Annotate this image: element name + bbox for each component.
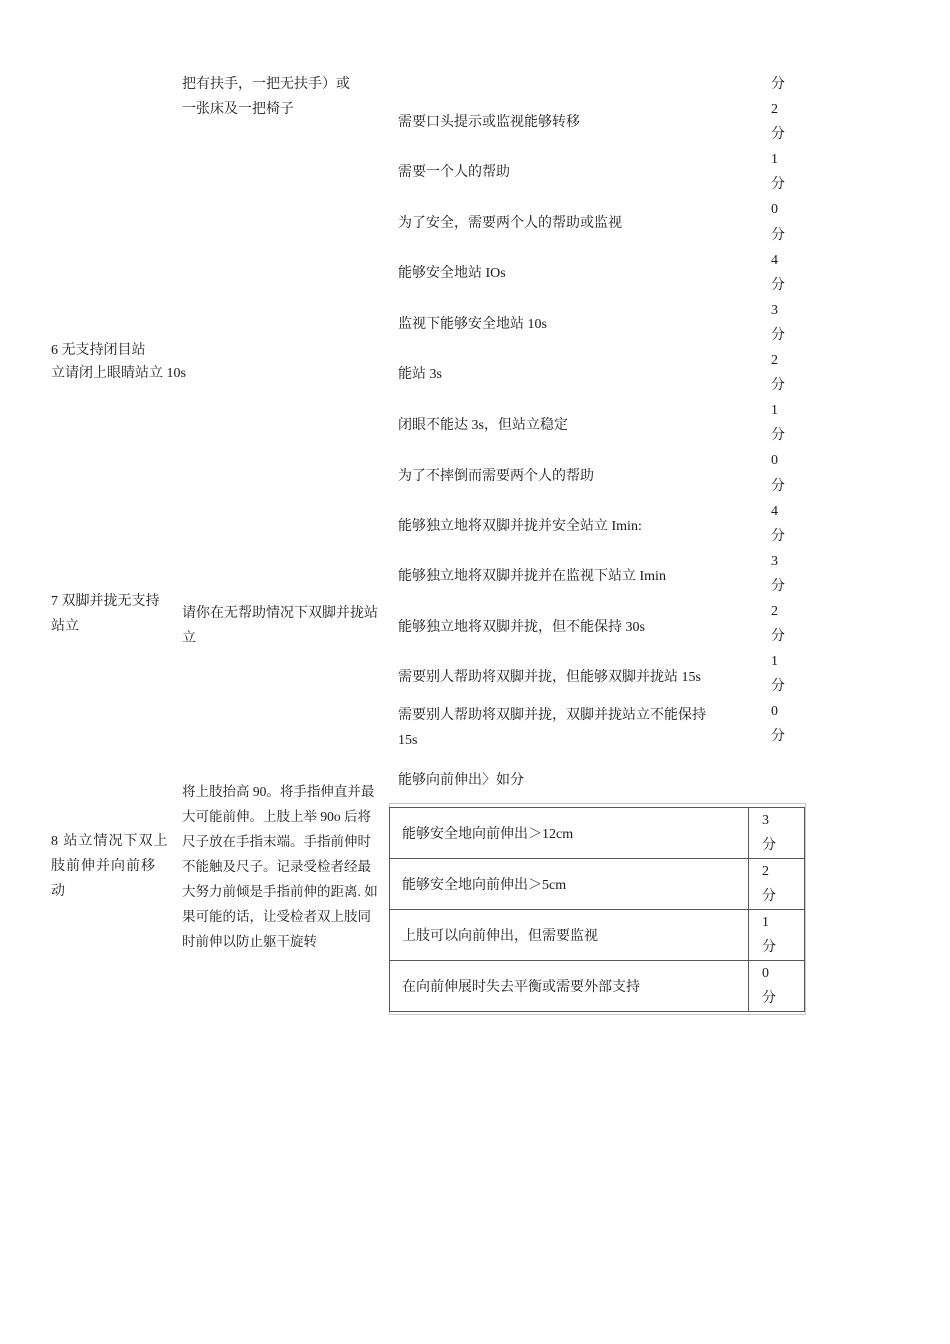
score-value: 1: [762, 915, 769, 930]
item6-instruction: 立请闭上眼睛站立 10s: [51, 366, 186, 381]
points-entry: 1: [771, 152, 778, 168]
table-row: [390, 910, 805, 961]
item8-title-line: 动: [51, 884, 66, 899]
table-cell-description: 能够安全地向前伸出＞5cm: [390, 859, 749, 910]
item7-title: [51, 589, 160, 639]
table-cell-description: 上肢可以向前伸出，但需要监视: [390, 910, 749, 961]
points-entry: 分: [771, 127, 785, 143]
item8-title-line: 8 站立情况下双上: [51, 834, 169, 849]
points-entry: 1: [771, 403, 778, 419]
points-entry: 分: [771, 729, 785, 745]
option-text: 为了不摔倒而需要两个人的帮助: [398, 469, 594, 484]
score-table: [389, 807, 805, 1012]
points-entry: 分: [771, 327, 785, 343]
option-text: 闭眼不能达 3s，但站立稳定: [398, 418, 568, 433]
points-entry: 4: [771, 503, 778, 519]
item8-instruction-line: 尺子放在手指末端。手指前伸时: [182, 834, 371, 849]
item7-title-line: 站立: [51, 619, 79, 634]
points-entry: 分: [771, 378, 785, 394]
option-text: 能够安全地站 IOs: [398, 266, 506, 281]
table-cell-score: [749, 859, 805, 910]
points-entry: 0: [771, 202, 778, 218]
points-entry: 0: [771, 453, 778, 469]
points-entry: 4: [771, 252, 778, 268]
points-entry: 分: [771, 629, 785, 645]
points-entry: 1: [771, 654, 778, 670]
option-text: 能够独立地将双脚并拢并在监视下站立 Imin: [398, 569, 666, 584]
item6-title: 6 无支持闭目站: [51, 343, 146, 358]
item8-title: [51, 829, 169, 904]
top-instruction-line: 把有扶手，一把无扶手）或: [182, 77, 350, 92]
table-cell-score: [749, 910, 805, 961]
table-cell-score: [749, 808, 805, 859]
item8-instruction-line: 将上肢抬高 90。将手指伸直并最: [182, 784, 375, 799]
option-text: 能够独立地将双脚并拢并安全站立 Imin:: [398, 519, 642, 534]
points-entry: 0: [771, 704, 778, 720]
points-entry: 分: [771, 528, 785, 544]
score-value: 3: [762, 813, 769, 828]
item8-instruction-line: 时前伸以防止躯干旋转: [182, 934, 317, 949]
item7-instruction: [182, 601, 378, 651]
points-entry: 分: [771, 478, 785, 494]
option-text: 能站 3s: [398, 367, 442, 382]
item8-instruction-line: 大可能前伸。上肢上举 90o 后将: [182, 809, 371, 824]
top-instruction-line: 一张床及一把椅子: [182, 102, 294, 117]
points-entry: 2: [771, 603, 778, 619]
option-line: 需要别人帮助将双脚并拢，双脚并拢站立不能保持: [398, 708, 706, 723]
item8-instruction-line: 不能触及尺子。记录受检者经最: [182, 859, 371, 874]
item8-title-line: 肢前伸并向前移: [51, 859, 156, 874]
points-entry: 分: [771, 277, 785, 293]
score-unit: 分: [762, 889, 776, 904]
table-row: [390, 808, 805, 859]
table-row: [390, 961, 805, 1012]
table-cell-score: [749, 961, 805, 1012]
item8-instruction: [182, 779, 378, 954]
option-text: 需要口头提示或监视能够转移: [398, 115, 580, 130]
score-unit: 分: [762, 991, 776, 1006]
option-text-multiline: [398, 703, 706, 753]
score-unit: 分: [762, 940, 776, 955]
points-entry: 分: [771, 679, 785, 695]
item7-instruction-line: 立: [182, 631, 196, 646]
table-row: [390, 859, 805, 910]
option-text: 需要别人帮助将双脚并拢，但能够双脚并拢站 15s: [398, 670, 701, 685]
top-instruction: [182, 72, 350, 122]
points-entry: 2: [771, 102, 778, 118]
score-unit: 分: [762, 838, 776, 853]
item8-lead-text: 能够向前伸出〉如分: [398, 773, 524, 788]
item8-instruction-line: 大努力前倾是手指前伸的距离. 如: [182, 884, 378, 899]
item7-instruction-line: 请你在无帮助情况下双脚并拢站: [182, 606, 378, 621]
option-line: 15s: [398, 733, 418, 748]
points-column: [771, 72, 791, 750]
points-entry: 2: [771, 353, 778, 369]
item8-instruction-line: 果可能的话，让受检者双上肢同: [182, 909, 371, 924]
points-entry: 分: [771, 77, 785, 92]
item7-title-line: 7 双脚并拢无支持: [51, 594, 160, 609]
points-entry: 3: [771, 302, 778, 318]
points-entry: 分: [771, 227, 785, 243]
table-cell-description: 能够安全地向前伸出＞12cm: [390, 808, 749, 859]
score-value: 0: [762, 966, 769, 981]
points-entry: 分: [771, 578, 785, 594]
option-text: 需要一个人的帮助: [398, 165, 510, 180]
option-text: 能够独立地将双脚并拢，但不能保持 30s: [398, 620, 645, 635]
score-value: 2: [762, 864, 769, 879]
option-text: 为了安全，需要两个人的帮助或监视: [398, 216, 622, 231]
points-entry: 分: [771, 177, 785, 193]
option-text: 监视下能够安全地站 10s: [398, 317, 547, 332]
points-entry: 分: [771, 428, 785, 444]
table-cell-description: 在向前伸展时失去平衡或需要外部支持: [390, 961, 749, 1012]
points-entry: 3: [771, 553, 778, 569]
